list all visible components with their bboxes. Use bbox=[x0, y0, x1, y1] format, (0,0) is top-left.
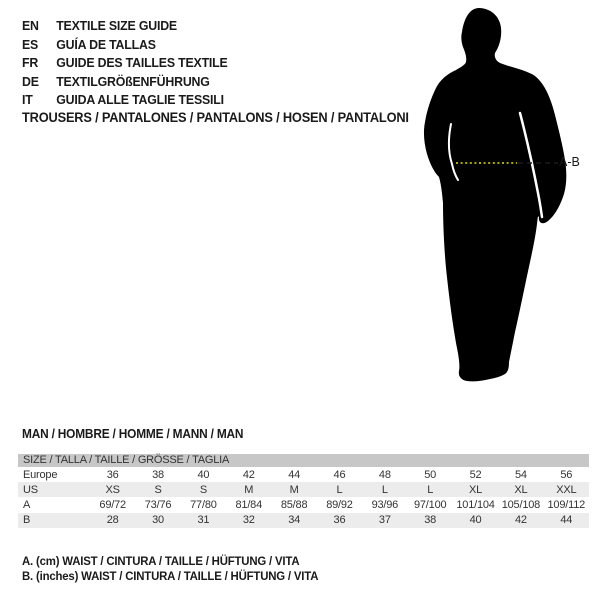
lang-code: DE bbox=[22, 73, 39, 89]
size-cell: 40 bbox=[197, 468, 210, 481]
size-cell: 81/84 bbox=[235, 498, 263, 511]
size-cell: XL bbox=[514, 483, 528, 496]
lang-code: IT bbox=[22, 92, 33, 108]
size-cell: 97/100 bbox=[413, 498, 447, 511]
size-cell: XXL bbox=[556, 483, 577, 496]
man-silhouette-image bbox=[405, 0, 600, 400]
size-table-section bbox=[18, 454, 589, 528]
size-cell: L bbox=[336, 483, 343, 496]
size-cell: M bbox=[244, 483, 254, 496]
size-cell: 40 bbox=[469, 514, 482, 527]
lang-line-en bbox=[22, 17, 228, 36]
row-label: US bbox=[23, 483, 38, 496]
lang-line-es bbox=[22, 36, 228, 55]
lang-line-it bbox=[22, 91, 228, 110]
size-row-europe bbox=[18, 467, 589, 482]
size-cell: 32 bbox=[242, 514, 255, 527]
size-cell: 105/108 bbox=[501, 498, 541, 511]
size-cell: 69/72 bbox=[99, 498, 126, 511]
size-cell: 89/92 bbox=[326, 498, 353, 511]
size-cell: XL bbox=[469, 483, 483, 496]
size-cell: 101/104 bbox=[456, 498, 495, 511]
garment-title: TROUSERS / PANTALONES / PANTALONS / HOSEN / PANTALONI bbox=[22, 110, 409, 125]
row-label: B bbox=[23, 514, 31, 527]
lang-label: TEXTILGRÖßENFÜHRUNG bbox=[56, 73, 210, 89]
size-cell: S bbox=[199, 483, 207, 496]
size-cell: 38 bbox=[152, 468, 164, 481]
size-cell: 52 bbox=[469, 468, 482, 481]
size-cell: 37 bbox=[378, 514, 391, 527]
size-table-body bbox=[18, 467, 589, 528]
size-cell: XS bbox=[105, 483, 120, 496]
size-cell: 36 bbox=[106, 468, 119, 481]
size-cell: 28 bbox=[106, 514, 119, 527]
size-cell: 36 bbox=[333, 514, 346, 527]
man-silhouette bbox=[424, 8, 566, 381]
lang-label: GUIDE DES TAILLES TEXTILE bbox=[56, 55, 228, 71]
footnote-a: A. (cm) WAIST / CINTURA / TAILLE / HÜFTUNG / VITA bbox=[22, 554, 300, 568]
size-row-b bbox=[18, 513, 589, 528]
size-cell: 48 bbox=[378, 468, 391, 481]
size-row-us bbox=[18, 482, 589, 497]
footnotes bbox=[22, 554, 318, 584]
size-cell: 46 bbox=[333, 468, 346, 481]
measure-label-ab: A-B bbox=[559, 155, 580, 169]
lang-code: EN bbox=[22, 18, 39, 33]
row-label: A bbox=[23, 498, 31, 511]
footnote-b: B. (inches) WAIST / CINTURA / TAILLE / HÜFTUNG / VITA bbox=[22, 569, 319, 583]
lang-line-fr bbox=[22, 54, 228, 73]
size-cell: 38 bbox=[424, 514, 437, 527]
size-cell: 109/112 bbox=[547, 498, 586, 511]
size-cell: S bbox=[154, 483, 162, 496]
size-cell: 31 bbox=[197, 514, 210, 527]
size-cell: M bbox=[289, 483, 299, 496]
size-cell: 54 bbox=[514, 468, 527, 481]
gender-title: MAN / HOMBRE / HOMME / MANN / MAN bbox=[22, 427, 244, 441]
size-table-header: SIZE / TALLA / TAILLE / GRÖSSE / TAGLIA bbox=[18, 454, 589, 467]
size-cell: 30 bbox=[152, 514, 164, 527]
size-row-a bbox=[18, 497, 589, 512]
size-table bbox=[18, 467, 589, 528]
language-list bbox=[22, 17, 238, 110]
lang-label: TEXTILE SIZE GUIDE bbox=[56, 18, 177, 33]
size-cell: 73/76 bbox=[144, 498, 172, 511]
lang-label: GUÍA DE TALLAS bbox=[56, 36, 156, 52]
size-cell: 42 bbox=[242, 468, 255, 481]
size-cell: 44 bbox=[560, 514, 573, 527]
size-cell: L bbox=[381, 483, 388, 496]
size-cell: 93/96 bbox=[371, 498, 399, 511]
lang-code: FR bbox=[22, 55, 39, 71]
lang-label: GUIDA ALLE TAGLIE TESSILI bbox=[56, 92, 224, 108]
size-cell: 85/88 bbox=[280, 498, 308, 511]
size-cell: 77/80 bbox=[190, 498, 217, 511]
size-cell: L bbox=[427, 483, 434, 496]
size-cell: 42 bbox=[514, 514, 527, 527]
row-label: Europe bbox=[23, 468, 58, 481]
size-cell: 34 bbox=[288, 514, 301, 527]
size-cell: 56 bbox=[560, 468, 573, 481]
size-cell: 50 bbox=[424, 468, 437, 481]
lang-line-de bbox=[22, 73, 228, 92]
lang-code: ES bbox=[22, 36, 39, 52]
size-cell: 44 bbox=[288, 468, 301, 481]
